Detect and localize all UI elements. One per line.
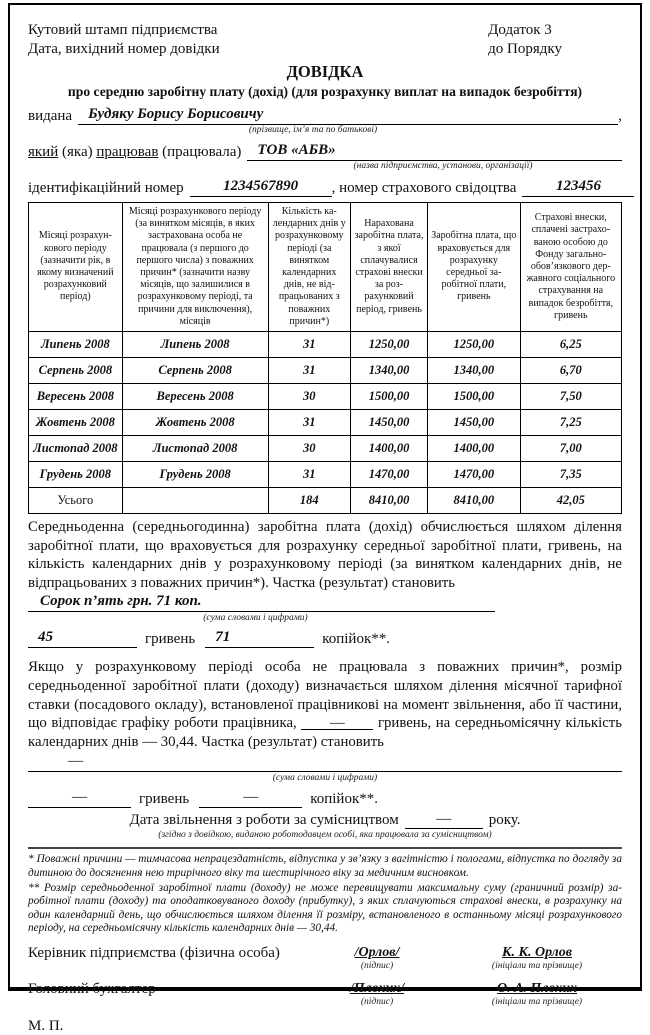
cell-accrued: 1250,00 <box>350 332 427 358</box>
cell-accrued: 1450,00 <box>350 410 427 436</box>
cell-total-accrued: 8410,00 <box>350 488 427 514</box>
cell-counted: 1450,00 <box>428 410 521 436</box>
kopiyky-field <box>205 629 314 648</box>
cell-total-counted: 8410,00 <box>428 488 521 514</box>
cell-month-excl: Серпень 2008 <box>122 358 268 384</box>
stamp-line-2: Дата, вихідний номер довідки <box>28 41 220 57</box>
table-row <box>29 462 622 488</box>
director-signature-block <box>302 945 452 972</box>
id-number-field <box>190 178 332 197</box>
cell-month-excl: Вересень 2008 <box>122 384 268 410</box>
signature-caption: (підпис) <box>360 996 394 1007</box>
sum-words-caption: (сума словами і цифрами) <box>203 613 308 624</box>
hryvnia-value: 45 <box>38 629 53 646</box>
cell-month-excl: Грудень 2008 <box>122 462 268 488</box>
amount-line-2 <box>28 789 622 808</box>
dismissal-date-caption: (згідно з довідкою, виданою роботодавцем особі, яка працювала за сумісництвом) <box>158 830 492 841</box>
accountant-signature: /Плохих/ <box>349 980 405 996</box>
col-header-insurance-fees: Страхові внески, сплачені застрахованою особою до Фонду загальнообов’язкового державного соціального страхування на випадок безробіття, гривень <box>520 203 621 332</box>
signature-caption: (підпис) <box>360 960 394 971</box>
table-row <box>29 358 622 384</box>
signature-row-director <box>28 945 622 972</box>
cell-total-fees: 42,05 <box>520 488 621 514</box>
cell-days: 30 <box>268 384 350 410</box>
issued-caption: (прізвище, ім’я та по батькові) <box>248 125 378 135</box>
cell-month-excl: Листопад 2008 <box>122 436 268 462</box>
table-row <box>29 384 622 410</box>
corner-stamp-note <box>28 21 220 59</box>
sum-words-field-2 <box>28 753 622 772</box>
cell-fees: 7,50 <box>520 384 621 410</box>
cell-fees: 6,70 <box>520 358 621 384</box>
col-header-counted-salary: Заробітна плата, що враховується для розрахунку середньої заробітної плати, гривень <box>428 203 521 332</box>
word-worked-masc: працював <box>96 144 159 160</box>
tariff-part1: Якщо у розрахунковому періоді особа не працювала з поважних причин*, розмір середньоденної заробітної плати (доходу) визначається шляхом ділення місячної тарифної ставки (посадового окладу), встановленої працівникові на момент звільнення, або її частини, що відповідає графіку роботи працівника, <box>28 659 622 732</box>
director-name: К. К. Орлов <box>501 944 572 960</box>
id-number-label: ідентифікаційний номер <box>28 180 184 196</box>
insurance-cert-label: , номер страхового свідоцтва <box>331 180 517 196</box>
cell-fees: 7,35 <box>520 462 621 488</box>
signature-row-accountant <box>28 981 622 1008</box>
header-row <box>28 21 622 59</box>
director-role-label: Керівник підприємства (фізична особа) <box>28 944 280 961</box>
cell-month: Грудень 2008 <box>29 462 123 488</box>
table-row <box>29 410 622 436</box>
amount-line-1 <box>28 629 622 648</box>
annex-line-2: до Порядку <box>488 41 562 57</box>
document-subtitle: про середню заробітну плату (дохід) (для розрахунку виплат на випадок безробіття) <box>67 84 583 99</box>
hryvnia-field <box>28 629 137 648</box>
sum-words-value-2: — <box>68 753 83 770</box>
table-total-row <box>29 488 622 514</box>
tariff-part2: гривень, на середньомісячну кількість календарних днів — 30,44. Частка (результат) становить <box>28 715 622 750</box>
director-name-block <box>452 945 622 972</box>
hryvnia-label-2: гривень <box>139 791 190 808</box>
hryvnia-field-2: — <box>28 789 131 808</box>
tariff-blank-field: — <box>301 717 373 730</box>
employer-value: ТОВ «АБВ» <box>257 142 336 158</box>
cell-counted: 1250,00 <box>428 332 521 358</box>
cell-month: Липень 2008 <box>29 332 123 358</box>
dismissal-date-suffix: року. <box>488 812 521 829</box>
dismissal-date-label: Дата звільнення з роботи за сумісництвом <box>129 812 399 829</box>
issued-name-field <box>78 106 618 125</box>
cell-month: Жовтень 2008 <box>29 410 123 436</box>
tariff-paragraph <box>28 658 622 751</box>
insurance-cert-value: 123456 <box>555 178 601 194</box>
cell-days: 31 <box>268 462 350 488</box>
cell-accrued: 1340,00 <box>350 358 427 384</box>
word-who-fem: (яка) <box>62 144 93 160</box>
director-signature: /Орлов/ <box>354 944 400 960</box>
certificate-sheet <box>8 3 642 1034</box>
employer-caption: (назва підприємства, установи, організації) <box>353 161 533 171</box>
issued-label: видана <box>28 108 73 124</box>
issued-name-value: Будяку Борису Борисовичу <box>88 106 264 122</box>
stamp-line-1: Кутовий штамп підприємства <box>28 22 218 38</box>
cell-accrued: 1400,00 <box>350 436 427 462</box>
word-worked-fem: (працювала) <box>162 144 242 160</box>
kopiyky-label-2: копійок**. <box>310 791 378 808</box>
table-header-row <box>29 203 622 332</box>
cell-month-excl: Жовтень 2008 <box>122 410 268 436</box>
cell-accrued: 1500,00 <box>350 384 427 410</box>
cell-month: Вересень 2008 <box>29 384 123 410</box>
cell-counted: 1500,00 <box>428 384 521 410</box>
cell-days: 31 <box>268 332 350 358</box>
initials-caption: (ініціали та прізвище) <box>491 960 583 971</box>
initials-caption: (ініціали та прізвище) <box>491 996 583 1007</box>
cell-days: 31 <box>268 410 350 436</box>
col-header-calendar-days: Кількість календарних днів у розрахунковому періоді (за винятком календарних днів, не відпрацьованих з поважних причин*) <box>268 203 350 332</box>
cell-month: Серпень 2008 <box>29 358 123 384</box>
col-header-months: Місяці розрахункового періоду (зазначити рік, в якому визначений розрахунковий період) <box>29 203 123 332</box>
sum-words-field <box>28 593 495 612</box>
cell-month: Листопад 2008 <box>29 436 123 462</box>
cell-fees: 7,25 <box>520 410 621 436</box>
cell-total-label: Усього <box>29 488 123 514</box>
annex-line-1: Додаток 3 <box>488 22 552 38</box>
sum-words-caption-2: (сума словами і цифрами) <box>272 773 378 784</box>
kopiyky-value: 71 <box>215 629 231 646</box>
accountant-name-block <box>452 981 622 1008</box>
annex-note <box>488 21 562 59</box>
dismissal-date-field: — <box>405 811 483 829</box>
footnote-valid-reasons: * Поважні причини — тимчасова непрацездатність, відпустка у зв’язку з вагітністю і пологами, відпустка по догляду за дитиною до досягнення нею трирічного віку та шестирічного віку за медичним висновком. <box>28 853 622 879</box>
cell-month-excl: Липень 2008 <box>122 332 268 358</box>
document-title: ДОВІДКА <box>286 62 364 81</box>
word-who-masc: який <box>28 144 59 160</box>
seal-place-label: М. П. <box>28 1017 64 1034</box>
kopiyky-label: копійок**. <box>322 631 390 648</box>
employer-field <box>247 142 622 161</box>
employer-label <box>28 144 241 161</box>
table-row <box>29 436 622 462</box>
issued-suffix: , <box>618 108 622 124</box>
cell-fees: 7,00 <box>520 436 621 462</box>
footnotes-section <box>28 847 622 936</box>
dismissal-date-line <box>28 811 622 829</box>
cell-total-days: 184 <box>268 488 350 514</box>
cell-days: 30 <box>268 436 350 462</box>
insurance-cert-field <box>522 178 634 197</box>
sum-words-value: Сорок п’ять грн. 71 коп. <box>40 593 202 610</box>
col-header-months-excl: Місяці розрахункового періоду (за винятком місяців, в яких застрахована особа не працювала (з першого до першого числа) з поважних причин* (зазначити назву місяців, що залишилися в розрахунковому періоді, та причини для виключення), місяців <box>122 203 268 332</box>
col-header-accrued-salary: Нарахована заробітна плата, з якої сплачувалися страхові внески за розрахунковий період, гривень <box>350 203 427 332</box>
accountant-role-label: Головний бухгалтер <box>28 980 156 997</box>
cell-accrued: 1470,00 <box>350 462 427 488</box>
cell-counted: 1340,00 <box>428 358 521 384</box>
salary-table <box>28 202 622 514</box>
footnote-max-amount: ** Розмір середньоденної заробітної плати (доходу) не може перевищувати максимальну суму (граничний розмір) заробітної плати (доходу) та оподатковуваного доходу (прибутку), з яких сплачуються страхові внески, в розрахунку на один календарний день, що обчислюється шляхом ділення її розміру, встановленого в останньому місяці розрахункового періоду, на середньомісячну кількість календарних днів — 30,44. <box>28 881 622 935</box>
employer-line <box>28 142 622 161</box>
avg-daily-paragraph: Середньоденна (середньогодинна) заробітна плата (дохід) обчислюється шляхом ділення заробітної плати, що враховується для розрахунку середньої заробітної плати, гривень, на кількість календарних днів у розрахунковому періоді (за винятком календарних днів, не відпрацьованих з поважних причин*). Частка (результат) становить <box>28 519 622 591</box>
cell-counted: 1400,00 <box>428 436 521 462</box>
issued-to-line <box>28 106 622 125</box>
id-numbers-line <box>28 178 622 197</box>
accountant-name: О. А. Плохих <box>496 980 578 996</box>
id-number-value: 1234567890 <box>223 178 299 194</box>
cell-counted: 1470,00 <box>428 462 521 488</box>
cell-total-empty <box>122 488 268 514</box>
cell-fees: 6,25 <box>520 332 621 358</box>
cell-days: 31 <box>268 358 350 384</box>
table-row <box>29 332 622 358</box>
hryvnia-label: гривень <box>145 631 196 648</box>
kopiyky-field-2: — <box>199 789 302 808</box>
accountant-signature-block <box>302 981 452 1008</box>
